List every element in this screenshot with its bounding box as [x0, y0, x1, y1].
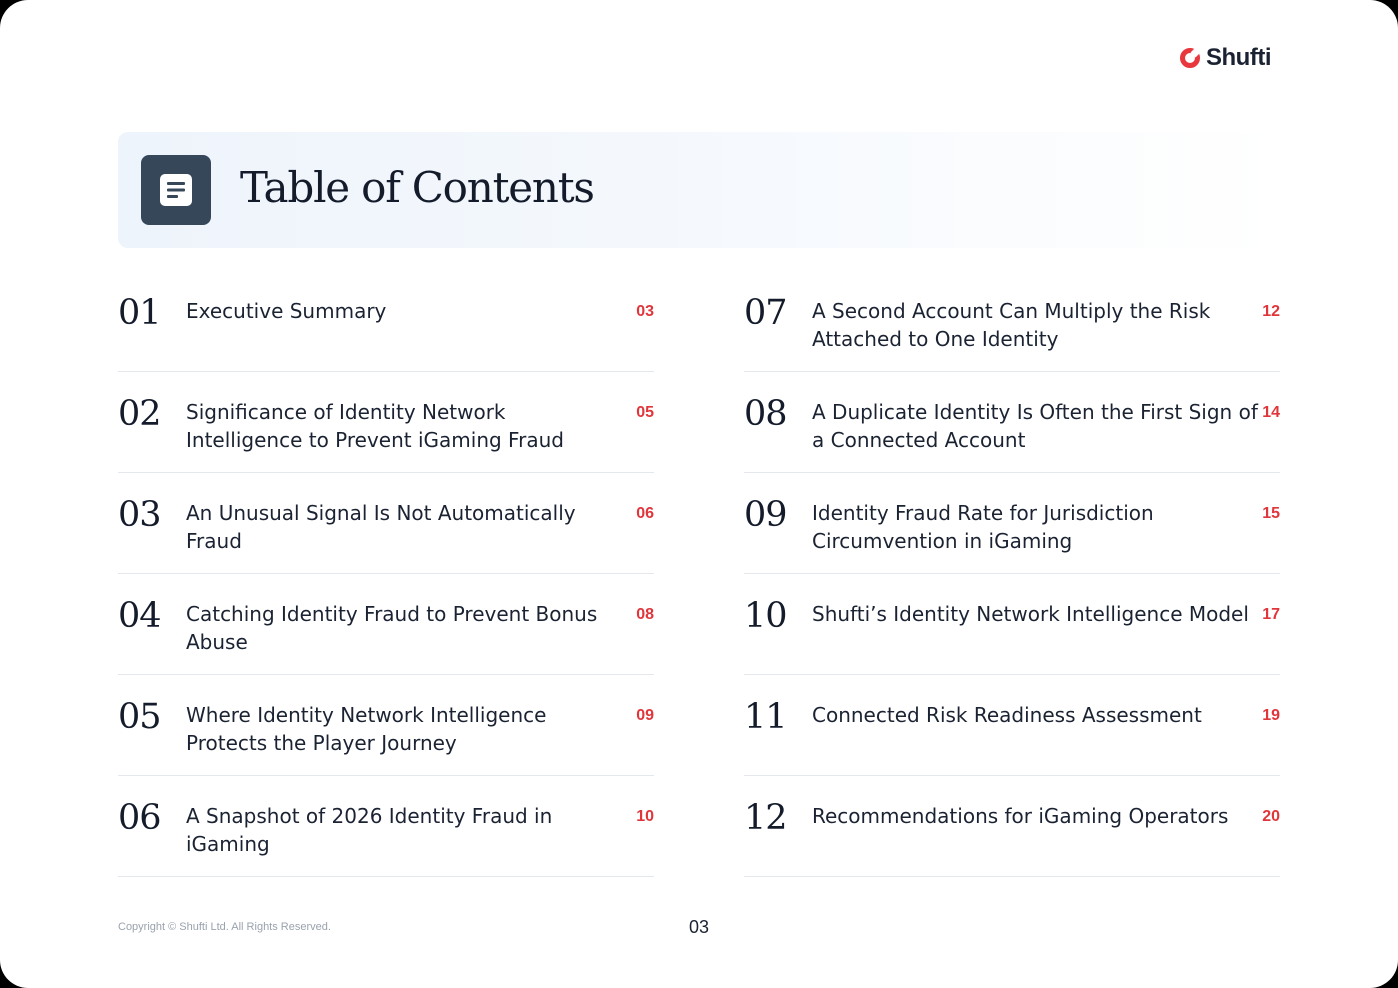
toc-entry[interactable]	[118, 777, 654, 877]
toc-entry[interactable]	[744, 777, 1280, 877]
toc-entry-number: 03	[118, 495, 161, 535]
toc-entry[interactable]	[744, 272, 1280, 372]
toc-entry[interactable]	[118, 474, 654, 574]
toc-entry-title: Shufti’s Identity Network Intelligence Model	[812, 602, 1249, 626]
toc-entry-title: An Unusual Signal Is Not Automatically Fraud	[186, 501, 576, 553]
toc-entry-number: 10	[744, 596, 787, 636]
toc-column-left	[118, 272, 654, 878]
toc-entry-page: 06	[636, 505, 654, 522]
toc-entry-number: 08	[744, 394, 787, 434]
toc-entry-title: Identity Fraud Rate for Jurisdiction Circumvention in iGaming	[812, 501, 1154, 553]
toc-entry[interactable]	[118, 676, 654, 776]
page-number: 03	[688, 917, 710, 937]
toc-entry-number: 11	[744, 697, 787, 737]
toc-entry-page: 20	[1262, 808, 1280, 825]
toc-entry-title: Recommendations for iGaming Operators	[812, 804, 1229, 828]
toc-entry-title: Significance of Identity Network Intelligence to Prevent iGaming Fraud	[186, 400, 564, 452]
toc-entry-number: 01	[118, 293, 161, 333]
toc-entry[interactable]	[118, 373, 654, 473]
toc-entry-number: 02	[118, 394, 161, 434]
toc-entry-number: 07	[744, 293, 787, 333]
toc-entry-page: 10	[636, 808, 654, 825]
toc-entry-number: 06	[118, 798, 161, 838]
toc-entry-number: 12	[744, 798, 787, 838]
shufti-logo-icon	[1180, 48, 1200, 68]
toc-entry[interactable]	[744, 676, 1280, 776]
toc-entry-title: Connected Risk Readiness Assessment	[812, 703, 1202, 727]
toc-entry-page: 05	[636, 404, 654, 421]
toc-entry-page: 09	[636, 707, 654, 724]
brand-logo	[1180, 44, 1271, 72]
toc-entry[interactable]	[744, 575, 1280, 675]
toc-entry[interactable]	[744, 474, 1280, 574]
toc-entry-page: 12	[1262, 303, 1280, 320]
page-title: Table of Contents	[240, 163, 594, 212]
toc-entry-page: 19	[1262, 707, 1280, 724]
document-icon	[141, 155, 211, 225]
toc-entry-number: 05	[118, 697, 161, 737]
toc-entry[interactable]	[118, 272, 654, 372]
toc-entry-page: 17	[1262, 606, 1280, 623]
toc-entry-number: 04	[118, 596, 161, 636]
toc-entry-page: 14	[1262, 404, 1280, 421]
toc-entry-title: A Snapshot of 2026 Identity Fraud in iGaming	[186, 804, 553, 856]
toc-entry-title: Where Identity Network Intelligence Protects the Player Journey	[186, 703, 547, 755]
toc-header	[118, 132, 1280, 248]
toc-entry-title: Catching Identity Fraud to Prevent Bonus Abuse	[186, 602, 598, 654]
toc-entry-title: A Second Account Can Multiply the Risk Attached to One Identity	[812, 299, 1211, 351]
toc-entry-title: Executive Summary	[186, 299, 387, 323]
toc-entry-page: 08	[636, 606, 654, 623]
toc-entry[interactable]	[118, 575, 654, 675]
toc-entry-page: 03	[636, 303, 654, 320]
toc-entry-title: A Duplicate Identity Is Often the First Sign of a Connected Account	[812, 400, 1258, 452]
toc-entry[interactable]	[744, 373, 1280, 473]
toc-entry-number: 09	[744, 495, 787, 535]
toc-entry-page: 15	[1262, 505, 1280, 522]
toc-column-right	[744, 272, 1280, 878]
logo-text: Shufti	[1206, 44, 1271, 71]
copyright-text: Copyright © Shufti Ltd. All Rights Reserved.	[118, 921, 331, 933]
